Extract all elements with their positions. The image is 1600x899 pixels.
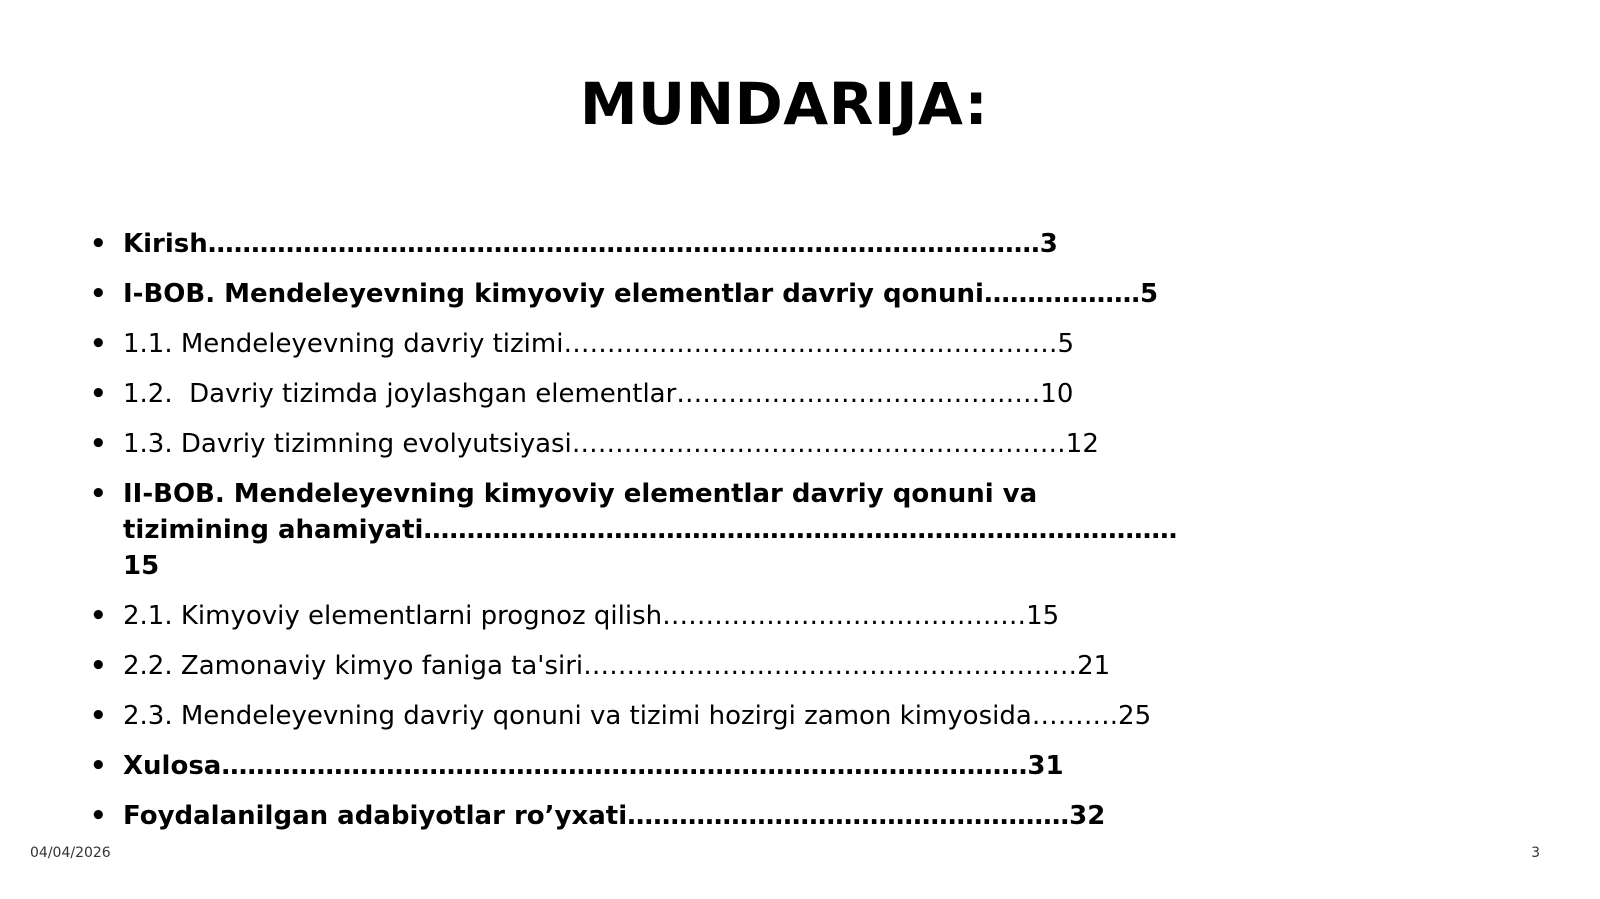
bullet-icon: • bbox=[90, 329, 107, 359]
toc-item-references bbox=[90, 798, 1190, 834]
bullet-icon: • bbox=[90, 479, 107, 509]
slide-title: MUNDARIJA: bbox=[579, 70, 989, 138]
toc-item-text: Xulosa…………………………………………………………………………………31 bbox=[123, 751, 1064, 781]
table-of-contents bbox=[90, 226, 1190, 848]
toc-item-text: 2.1. Kimyoviy elementlarni prognoz qilish……………………………………15 bbox=[123, 601, 1060, 631]
bullet-icon: • bbox=[90, 429, 107, 459]
toc-item-text: 1.2. Davriy tizimda joylashgan elementlar……………………………………10 bbox=[123, 379, 1074, 409]
toc-item-text: Kirish……………………………………………………………………………………3 bbox=[123, 229, 1058, 259]
toc-item-text: 1.3. Davriy tizimning evolyutsiyasi…………………………………………………12 bbox=[123, 429, 1099, 459]
toc-item-text: I-BOB. Mendeleyevning kimyoviy elementlar davriy qonuni………………5 bbox=[123, 279, 1159, 309]
bullet-icon: • bbox=[90, 801, 107, 831]
toc-item-text: Foydalanilgan adabiyotlar ro’yxati……………………………………………32 bbox=[123, 801, 1106, 831]
footer-date: 04/04/2026 bbox=[30, 845, 111, 861]
toc-item-kirish bbox=[90, 226, 1190, 262]
toc-item-2-1 bbox=[90, 598, 1190, 634]
toc-item-text: 2.2. Zamonaviy kimyo faniga ta'siri…………………………………………………21 bbox=[123, 651, 1111, 681]
toc-item-1-1 bbox=[90, 326, 1190, 362]
bullet-icon: • bbox=[90, 229, 107, 259]
bullet-icon: • bbox=[90, 279, 107, 309]
toc-item-1-3 bbox=[90, 426, 1190, 462]
toc-item-1-2 bbox=[90, 376, 1190, 412]
bullet-icon: • bbox=[90, 701, 107, 731]
toc-item-xulosa bbox=[90, 748, 1190, 784]
bullet-icon: • bbox=[90, 379, 107, 409]
toc-item-text: 2.3. Mendeleyevning davriy qonuni va tizimi hozirgi zamon kimyosida……….25 bbox=[123, 701, 1152, 731]
footer-page-number: 3 bbox=[1531, 845, 1540, 861]
toc-item-2-3 bbox=[90, 698, 1190, 734]
toc-item-2-2 bbox=[90, 648, 1190, 684]
bullet-icon: • bbox=[90, 751, 107, 781]
toc-item-text: II-BOB. Mendeleyevning kimyoviy elementlar davriy qonuni va tizimining ahamiyati……………………………………………………………………………15 bbox=[123, 479, 1178, 581]
toc-item-chapter-2 bbox=[90, 476, 1190, 584]
bullet-icon: • bbox=[90, 601, 107, 631]
toc-item-chapter-1 bbox=[90, 276, 1190, 312]
bullet-icon: • bbox=[90, 651, 107, 681]
toc-item-text: 1.1. Mendeleyevning davriy tizimi…………………………………………………5 bbox=[123, 329, 1074, 359]
